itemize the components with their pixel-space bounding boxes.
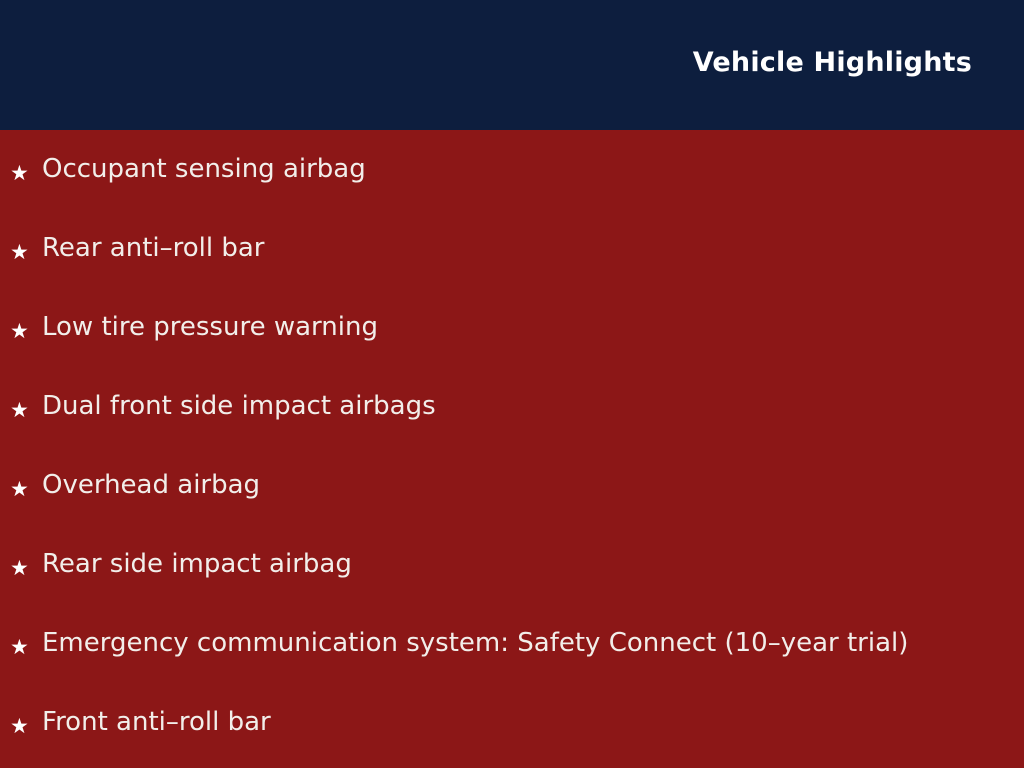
star-icon: ★ — [10, 161, 29, 185]
list-item — [0, 705, 1024, 784]
star-icon: ★ — [10, 477, 29, 501]
list-item — [0, 152, 1024, 231]
list-item — [0, 468, 1024, 547]
list-item-label: Emergency communication system: Safety Connect (10–year trial) — [42, 628, 909, 658]
list-item-label: Low tire pressure warning — [42, 312, 378, 342]
list-item-label: Rear anti–roll bar — [42, 233, 265, 263]
slide-header — [0, 0, 1024, 130]
list-item-label: Dual front side impact airbags — [42, 391, 436, 421]
list-item-label: Occupant sensing airbag — [42, 154, 366, 184]
star-icon: ★ — [10, 319, 29, 343]
star-icon: ★ — [10, 556, 29, 580]
star-icon: ★ — [10, 635, 29, 659]
list-item — [0, 310, 1024, 389]
list-item-label: Overhead airbag — [42, 470, 261, 500]
highlights-list — [0, 130, 1024, 784]
list-item — [0, 231, 1024, 310]
list-item — [0, 547, 1024, 626]
star-icon: ★ — [10, 714, 29, 738]
list-item-label: Rear side impact airbag — [42, 549, 352, 579]
star-icon: ★ — [10, 398, 29, 422]
page-title: Vehicle Highlights — [692, 47, 972, 78]
list-item-label: Front anti–roll bar — [42, 707, 271, 737]
list-item — [0, 626, 1024, 705]
list-item — [0, 389, 1024, 468]
star-icon: ★ — [10, 240, 29, 264]
